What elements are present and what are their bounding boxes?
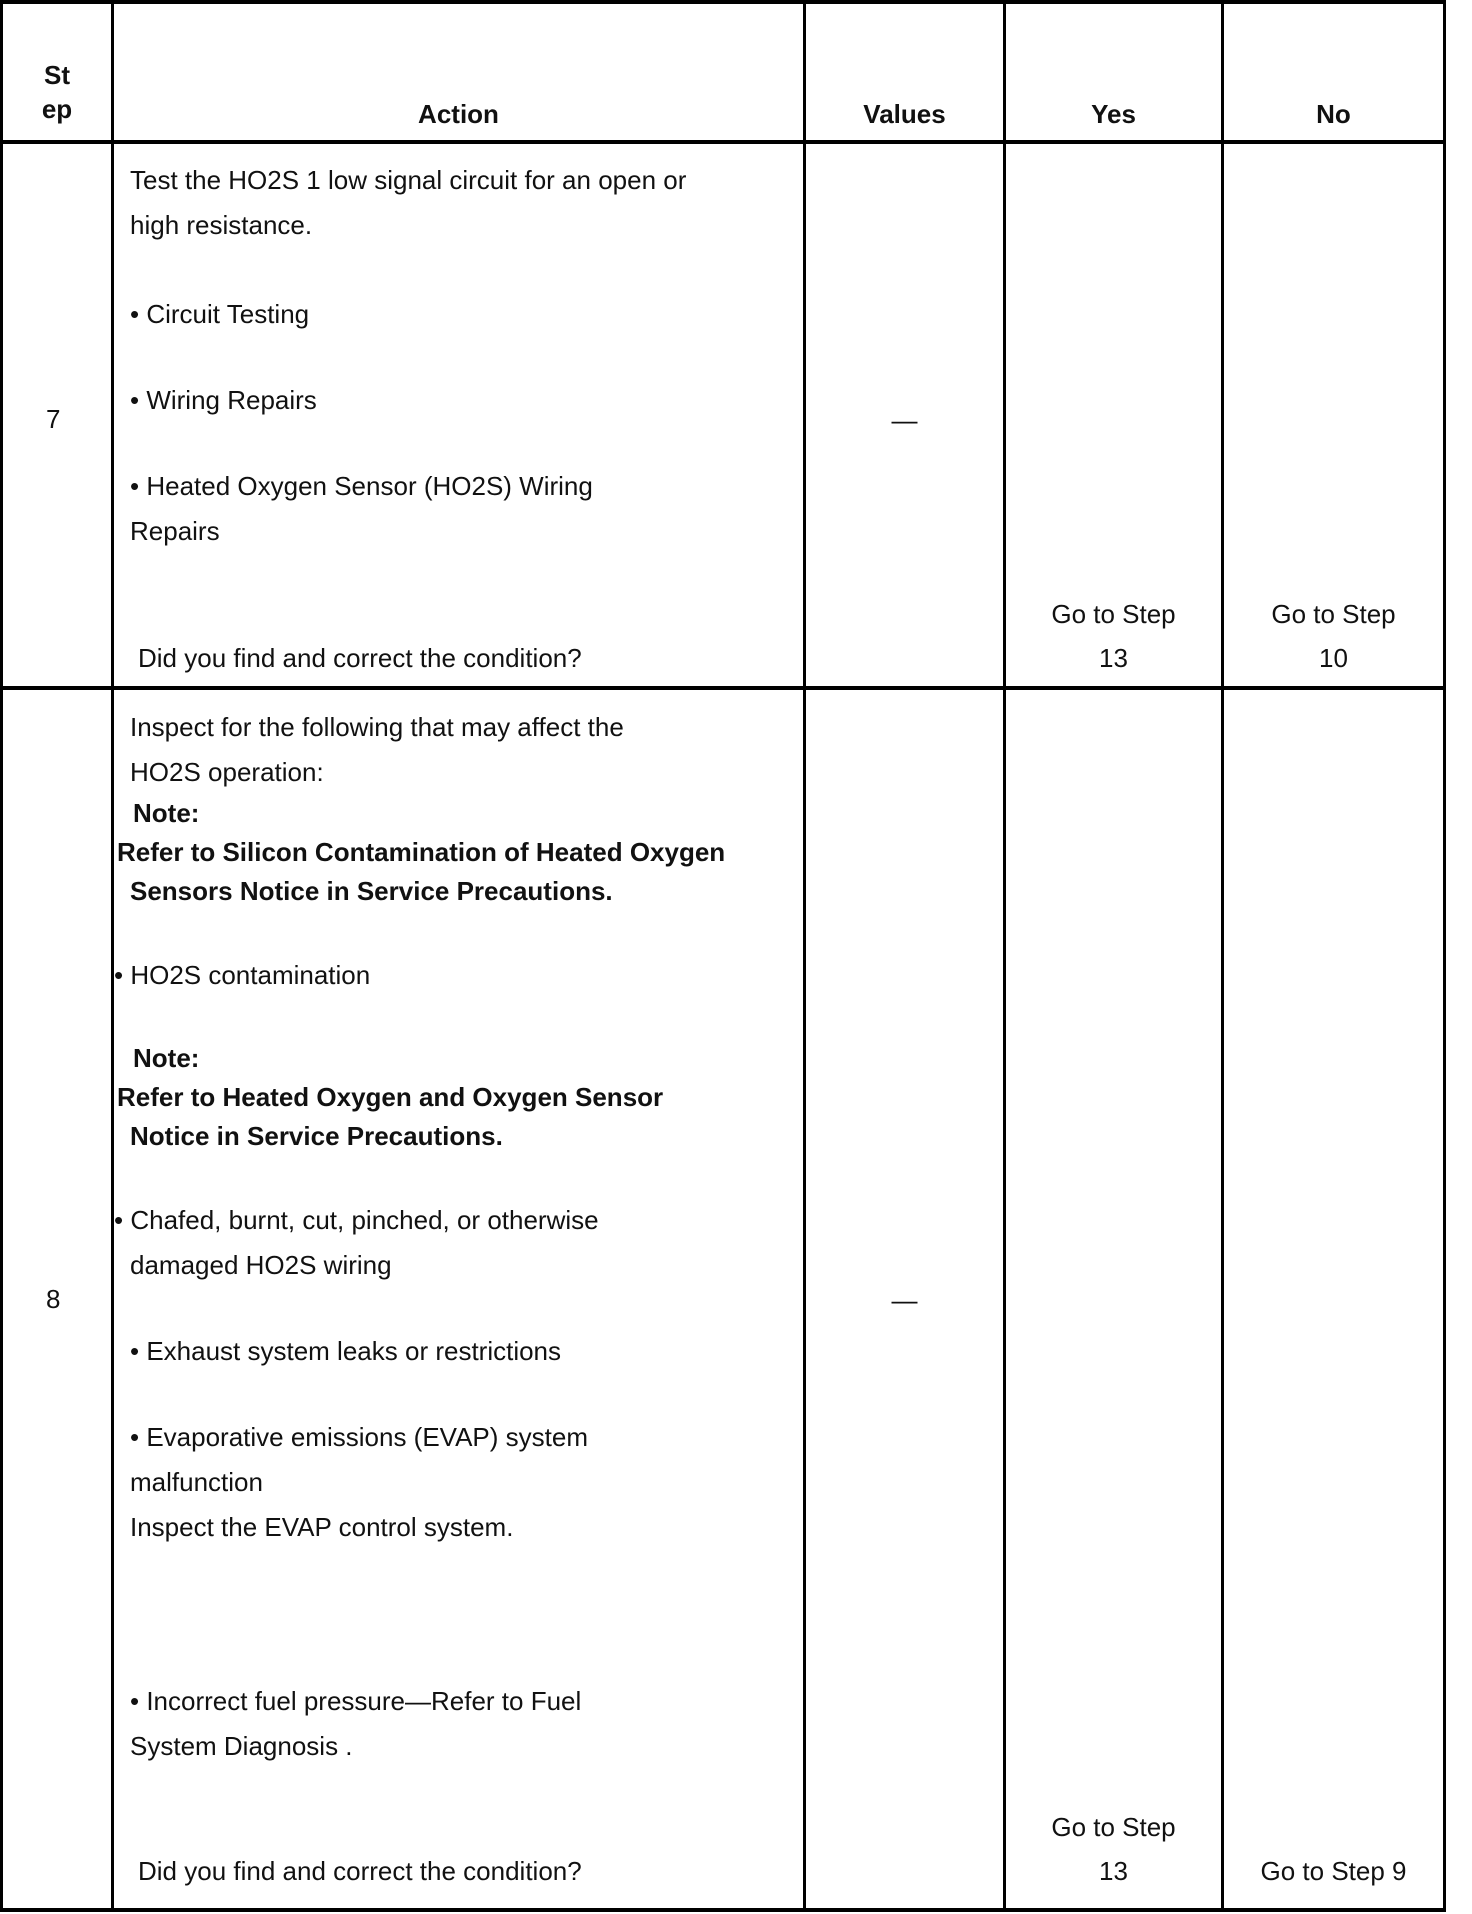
step-8-bullet-wiring-damage-line1: • Chafed, burnt, cut, pinched, or otherwise — [114, 1205, 599, 1235]
step-8-bullet-contamination: • HO2S contamination — [114, 960, 371, 990]
column-divider-values — [1003, 0, 1006, 1912]
step-7-intro-line1: Test the HO2S 1 low signal circuit for an open or — [130, 165, 687, 195]
step-7-yes — [1006, 597, 1221, 675]
step-7-yes-line2: 13 — [1099, 643, 1128, 673]
row-divider — [0, 686, 1446, 690]
column-divider-step — [111, 0, 114, 1912]
step-8-bullet-fuel-line1: • Incorrect fuel pressure—Refer to Fuel — [130, 1686, 582, 1716]
header-step — [3, 58, 111, 126]
step-8-bullet-wiring-damage-line2: damaged HO2S wiring — [130, 1250, 392, 1280]
step-7-intro-line2: high resistance. — [130, 210, 313, 240]
header-values: Values — [863, 99, 946, 129]
step-7-bullet-wiring-repairs: • Wiring Repairs — [130, 385, 317, 415]
table-border-left — [0, 0, 3, 1912]
header-divider — [0, 140, 1446, 144]
step-8-no: Go to Step 9 — [1260, 1856, 1407, 1886]
table-border-bottom — [0, 1908, 1446, 1912]
step-8-bullet-exhaust: • Exhaust system leaks or restrictions — [130, 1336, 562, 1366]
column-divider-yes — [1221, 0, 1224, 1912]
step-7-no — [1224, 597, 1443, 675]
step-7-bullet-ho2s-wiring: • Heated Oxygen Sensor (HO2S) Wiring — [130, 471, 593, 501]
step-7-value: — — [891, 405, 918, 435]
step-8-bullet-evap-line2: malfunction — [130, 1467, 263, 1497]
step-8-yes-line2: 13 — [1099, 1856, 1128, 1886]
step-8-note2-line2: Notice in Service Precautions. — [130, 1121, 503, 1151]
step-8-intro-line1: Inspect for the following that may affect the — [130, 712, 624, 742]
step-8-intro-line2: HO2S operation: — [130, 757, 324, 787]
step-7-bullet-circuit-testing: • Circuit Testing — [130, 299, 310, 329]
step-8-note1-line1: Refer to Silicon Contamination of Heated Oxygen — [117, 837, 726, 867]
step-7-no-line2: 10 — [1319, 643, 1348, 673]
header-action: Action — [418, 99, 499, 129]
step-8-value: — — [891, 1285, 918, 1315]
step-8-bullet-evap-line1: • Evaporative emissions (EVAP) system — [130, 1422, 588, 1452]
header-no: No — [1316, 99, 1351, 129]
step-7-no-line1: Go to Step — [1271, 599, 1396, 629]
step-8-yes — [1006, 1810, 1221, 1888]
step-8-yes-line1: Go to Step — [1051, 1812, 1176, 1842]
column-divider-action — [803, 0, 806, 1912]
step-8-bullet-fuel-line2: System Diagnosis . — [130, 1731, 353, 1761]
step-7-yes-line1: Go to Step — [1051, 599, 1176, 629]
header-yes: Yes — [1091, 99, 1136, 129]
step-8-bullet-evap-line3: Inspect the EVAP control system. — [130, 1512, 514, 1542]
step-8-note2-line1: Refer to Heated Oxygen and Oxygen Sensor — [117, 1082, 664, 1112]
header-step-line1: St — [44, 60, 70, 90]
table-border-top — [0, 0, 1446, 4]
header-step-line2: ep — [41, 94, 73, 124]
step-8-number: 8 — [46, 1284, 61, 1314]
step-8-note2-title: Note: — [133, 1043, 200, 1073]
table-border-right — [1443, 0, 1446, 1912]
step-7-question: Did you find and correct the condition? — [138, 643, 582, 673]
step-8-note1-title: Note: — [133, 798, 200, 828]
step-7-number: 7 — [46, 404, 61, 434]
step-7-bullet-ho2s-wiring-cont: Repairs — [130, 516, 220, 546]
step-8-question: Did you find and correct the condition? — [138, 1856, 582, 1886]
step-8-note1-line2: Sensors Notice in Service Precautions. — [130, 876, 613, 906]
